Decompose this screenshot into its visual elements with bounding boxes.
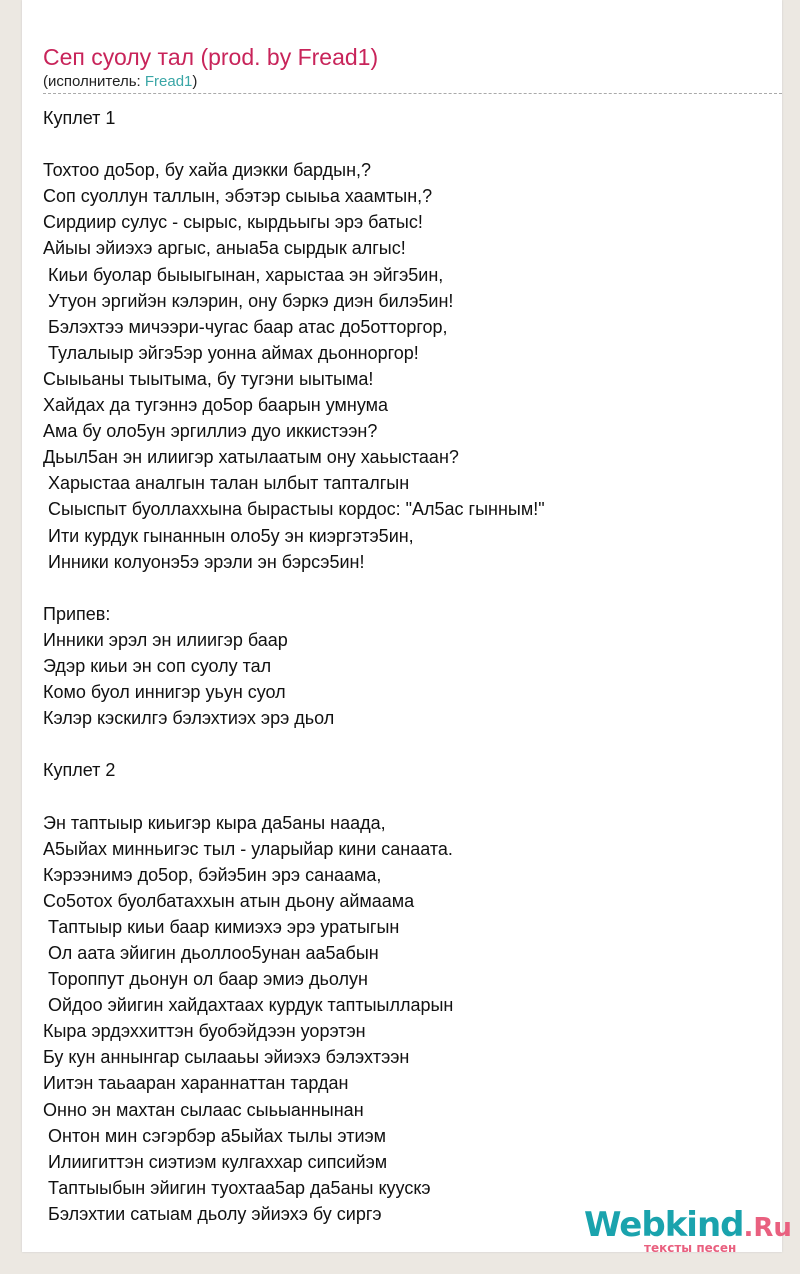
artist-line [43, 73, 197, 90]
logo-tagline: тексты песен [644, 1241, 737, 1255]
divider [43, 93, 782, 94]
webkind-logo[interactable] [584, 1205, 792, 1255]
song-title: Сеп суолу тал (prod. by Fread1) [43, 44, 379, 70]
lyrics-text: Куплет 1 Тохтоо до5ор, бу хайа диэкки бардын,? Соп суоллун таллын, эбэтэр сыыьа хаамтын,? Сирдиир сулус - сырыс, кырдьыгы эрэ батыс! Айыы эйиэхэ аргыс, аныа5а сырдык алгыс! Киьи буолар быыыгынан, харыстаа эн эйгэ5ин, Утуон эргийэн кэлэрин, ону бэркэ диэн билэ5ин! Бэлэхтээ мичээри-чугас баар атас до5отторгор, Тулалыыр эйгэ5эр уонна аймах дьонноргор! Сыыьаны тыытыма, бу тугэни ыытыма! Хайдах да тугэннэ до5ор баарын умнума Ама бу оло5ун эргиллиэ дуо иккистээн? Дьыл5ан эн илиигэр хатылаатым ону хаьыстаан? Харыстаа аналгын талан ылбыт тапталгын Сыыспыт буоллаххына бырастыы кордос: "Ал5ас гынным!" Ити курдук гынаннын оло5у эн киэргэтэ5ин, Инники колуонэ5э эрэли эн бэрсэ5ин! Припев: Инники эрэл эн илиигэр баар Эдэр киьи эн соп суолу тал Комо буол иннигэр уьун суол Кэлэр кэскилгэ бэлэхтиэх эрэ дьол Куплет 2 Эн таптыыр киьигэр кыра да5аны наада, А5ыйах минньигэс тыл - уларыйар кини санаата. Кэрээнимэ до5ор, бэйэ5ин эрэ санаама, Со5отох буолбатаххын атын дьону аймаама Таптыыр киьи баар кимиэхэ эрэ уратыгын Ол аата эйигин дьоллоо5унан аа5абын Тороппут дьонун ол баар эмиэ дьолун Ойдоо эйигин хайдахтаах курдук таптыылларын Кыра эрдэххиттэн буобэйдээн уорэтэн Бу кун аннынгар сылааьы эйиэхэ бэлэхтээн Иитэн таьааран хараннаттан тардан Онно эн махтан сылаас сыьыаннынан Онтон мин сэгэрбэр а5ыйах тылы этиэм Илиигиттэн сиэтиэм кулгаххар сипсийэм Таптыыбын эйигин туохтаа5ар да5аны куускэ Бэлэхтии сатыам дьолу эйиэхэ бу сиргэ [43, 108, 545, 1224]
artist-link[interactable]: Fread1 [144, 73, 193, 90]
lyrics-card [22, 0, 782, 1252]
logo-main: Webkind [584, 1205, 744, 1245]
artist-prefix: (исполнитель: [43, 73, 145, 90]
artist-suffix: ) [192, 73, 198, 90]
logo-tld: .Ru [743, 1213, 792, 1243]
